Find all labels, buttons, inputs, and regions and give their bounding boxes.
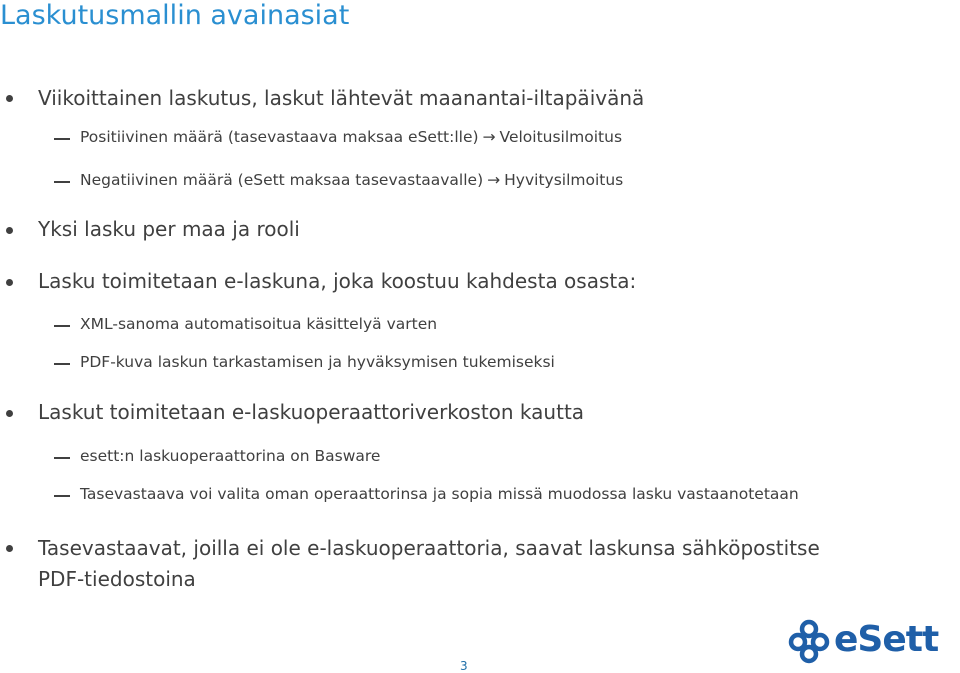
bullet-icon — [6, 410, 13, 417]
dash-icon — [54, 138, 70, 140]
bullet-e-invoice: Lasku toimitetaan e-laskuna, joka koostuu kahdesta osasta: — [38, 269, 637, 293]
bullet-one-invoice: Yksi lasku per maa ja rooli — [38, 217, 300, 241]
sub-choose-operator: Tasevastaava voi valita oman operaattorinsa ja sopia missä muodossa lasku vastaanotetaan — [80, 485, 799, 503]
page-number: 3 — [460, 659, 468, 673]
dash-icon — [54, 325, 70, 327]
dash-icon — [54, 495, 70, 497]
email-pdf-line2: PDF-tiedostoina — [38, 567, 196, 591]
bullet-icon — [6, 227, 13, 234]
sub-basware: esett:n laskuoperaattorina on Basware — [80, 447, 381, 465]
sub-negative-amount — [80, 171, 623, 189]
slide-title: Laskutusmallin avainasiat — [0, 0, 350, 31]
bullet-icon — [6, 279, 13, 286]
bullet-email-pdf — [38, 533, 820, 595]
bullet-icon — [6, 95, 13, 102]
bullet-weekly-invoicing: Viikoittainen laskutus, laskut lähtevät maanantai-iltapäivänä — [38, 86, 645, 110]
arrow-right-icon: → — [487, 171, 501, 189]
positive-amount-result: Veloitusilmoitus — [499, 128, 623, 146]
arrow-right-icon: → — [482, 128, 496, 146]
negative-amount-text: Negatiivinen määrä (eSett maksaa tasevastaavalle) — [80, 171, 484, 189]
esett-knot-icon — [786, 618, 832, 664]
dash-icon — [54, 457, 70, 459]
sub-positive-amount — [80, 128, 622, 146]
email-pdf-line1: Tasevastaavat, joilla ei ole e-laskuoperaattoria, saavat laskunsa sähköpostitse — [38, 536, 820, 560]
sub-xml-message: XML-sanoma automatisoitua käsittelyä varten — [80, 315, 438, 333]
logo-text: eSett — [834, 619, 939, 660]
positive-amount-text: Positiivinen määrä (tasevastaava maksaa eSett:lle) — [80, 128, 479, 146]
esett-logo — [786, 618, 958, 664]
dash-icon — [54, 181, 70, 183]
bullet-icon — [6, 545, 13, 552]
bullet-operator-network: Laskut toimitetaan e-laskuoperaattoriverkoston kautta — [38, 400, 585, 424]
sub-pdf-image: PDF-kuva laskun tarkastamisen ja hyväksymisen tukemiseksi — [80, 353, 555, 371]
negative-amount-result: Hyvitysilmoitus — [504, 171, 624, 189]
dash-icon — [54, 363, 70, 365]
